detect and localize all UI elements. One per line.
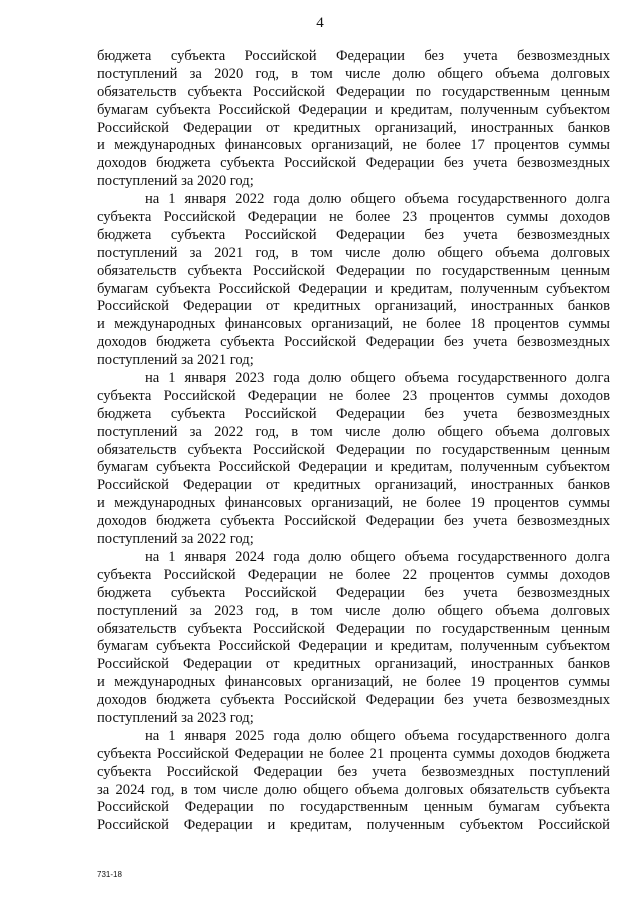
text-line: обязательств субъекта Российской Федерации по государственным ценным [97,620,610,637]
text-line: Российской Федерации от кредитных организаций, иностранных банков [97,119,610,136]
text-line: субъекта Российской Федерации не более 23 процентов суммы доходов [97,209,610,226]
text-line: бумагам субъекта Российской Федерации и кредитам, полученным субъектом [97,280,610,297]
text-line: Российской Федерации от кредитных организаций, иностранных банков [97,298,610,315]
document-code: 731-18 [97,870,122,879]
text-line: субъекта Российской Федерации не более 22 процентов суммы доходов [97,566,610,583]
text-line: бумагам субъекта Российской Федерации и кредитам, полученным субъектом [97,459,610,476]
text-line: доходов бюджета субъекта Российской Федерации без учета безвозмездных [97,513,610,530]
text-line: субъекта Российской Федерации не более 21 процента суммы доходов бюджета [97,745,610,762]
text-line: поступлений за 2020 год; [97,173,254,190]
page-number: 4 [316,15,324,31]
text-line: поступлений за 2022 год; [97,531,254,548]
text-line: на 1 января 2024 года долю общего объема государственного долга [145,548,610,565]
text-line: на 1 января 2025 года долю общего объема государственного долга [145,727,610,744]
text-line: на 1 января 2023 года долю общего объема государственного долга [145,370,610,387]
text-line: поступлений за 2021 год, в том числе долю общего объема долговых [97,244,610,261]
text-line: обязательств субъекта Российской Федерации по государственным ценным [97,441,610,458]
text-line: поступлений за 2022 год, в том числе долю общего объема долговых [97,423,610,440]
text-line: бюджета субъекта Российской Федерации без учета безвозмездных [97,405,610,422]
text-line: и международных финансовых организаций, не более 19 процентов суммы [97,674,610,691]
text-line: бюджета субъекта Российской Федерации без учета безвозмездных [97,226,610,243]
text-line: бумагам субъекта Российской Федерации и кредитам, полученным субъектом [97,101,610,118]
text-line: и международных финансовых организаций, не более 18 процентов суммы [97,316,610,333]
text-line: субъекта Российской Федерации без учета безвозмездных поступлений [97,763,610,780]
text-line: поступлений за 2021 год; [97,352,254,369]
text-line: за 2024 год, в том числе долю общего объема долговых обязательств субъекта [97,781,610,798]
text-line: обязательств субъекта Российской Федерации по государственным ценным [97,83,610,100]
text-line: Российской Федерации по государственным ценным бумагам субъекта [97,799,610,816]
text-line: поступлений за 2023 год; [97,709,254,726]
text-line: Российской Федерации от кредитных организаций, иностранных банков [97,477,610,494]
text-line: обязательств субъекта Российской Федерации по государственным ценным [97,262,610,279]
body-text [97,48,610,835]
text-line: поступлений за 2023 год, в том числе долю общего объема долговых [97,602,610,619]
text-line: бумагам субъекта Российской Федерации и кредитам, полученным субъектом [97,638,610,655]
text-line: и международных финансовых организаций, не более 17 процентов суммы [97,137,610,154]
text-line: доходов бюджета субъекта Российской Федерации без учета безвозмездных [97,334,610,351]
text-line: бюджета субъекта Российской Федерации без учета безвозмездных [97,584,610,601]
text-line: поступлений за 2020 год, в том числе долю общего объема долговых [97,65,610,82]
text-line: субъекта Российской Федерации не более 23 процентов суммы доходов [97,387,610,404]
text-line: доходов бюджета субъекта Российской Федерации без учета безвозмездных [97,155,610,172]
text-line: и международных финансовых организаций, не более 19 процентов суммы [97,495,610,512]
text-line: Российской Федерации от кредитных организаций, иностранных банков [97,656,610,673]
text-line: доходов бюджета субъекта Российской Федерации без учета безвозмездных [97,692,610,709]
text-line: на 1 января 2022 года долю общего объема государственного долга [145,191,610,208]
text-line: бюджета субъекта Российской Федерации без учета безвозмездных [97,48,610,64]
text-line: Российской Федерации и кредитам, полученным субъектом Российской [97,817,610,834]
